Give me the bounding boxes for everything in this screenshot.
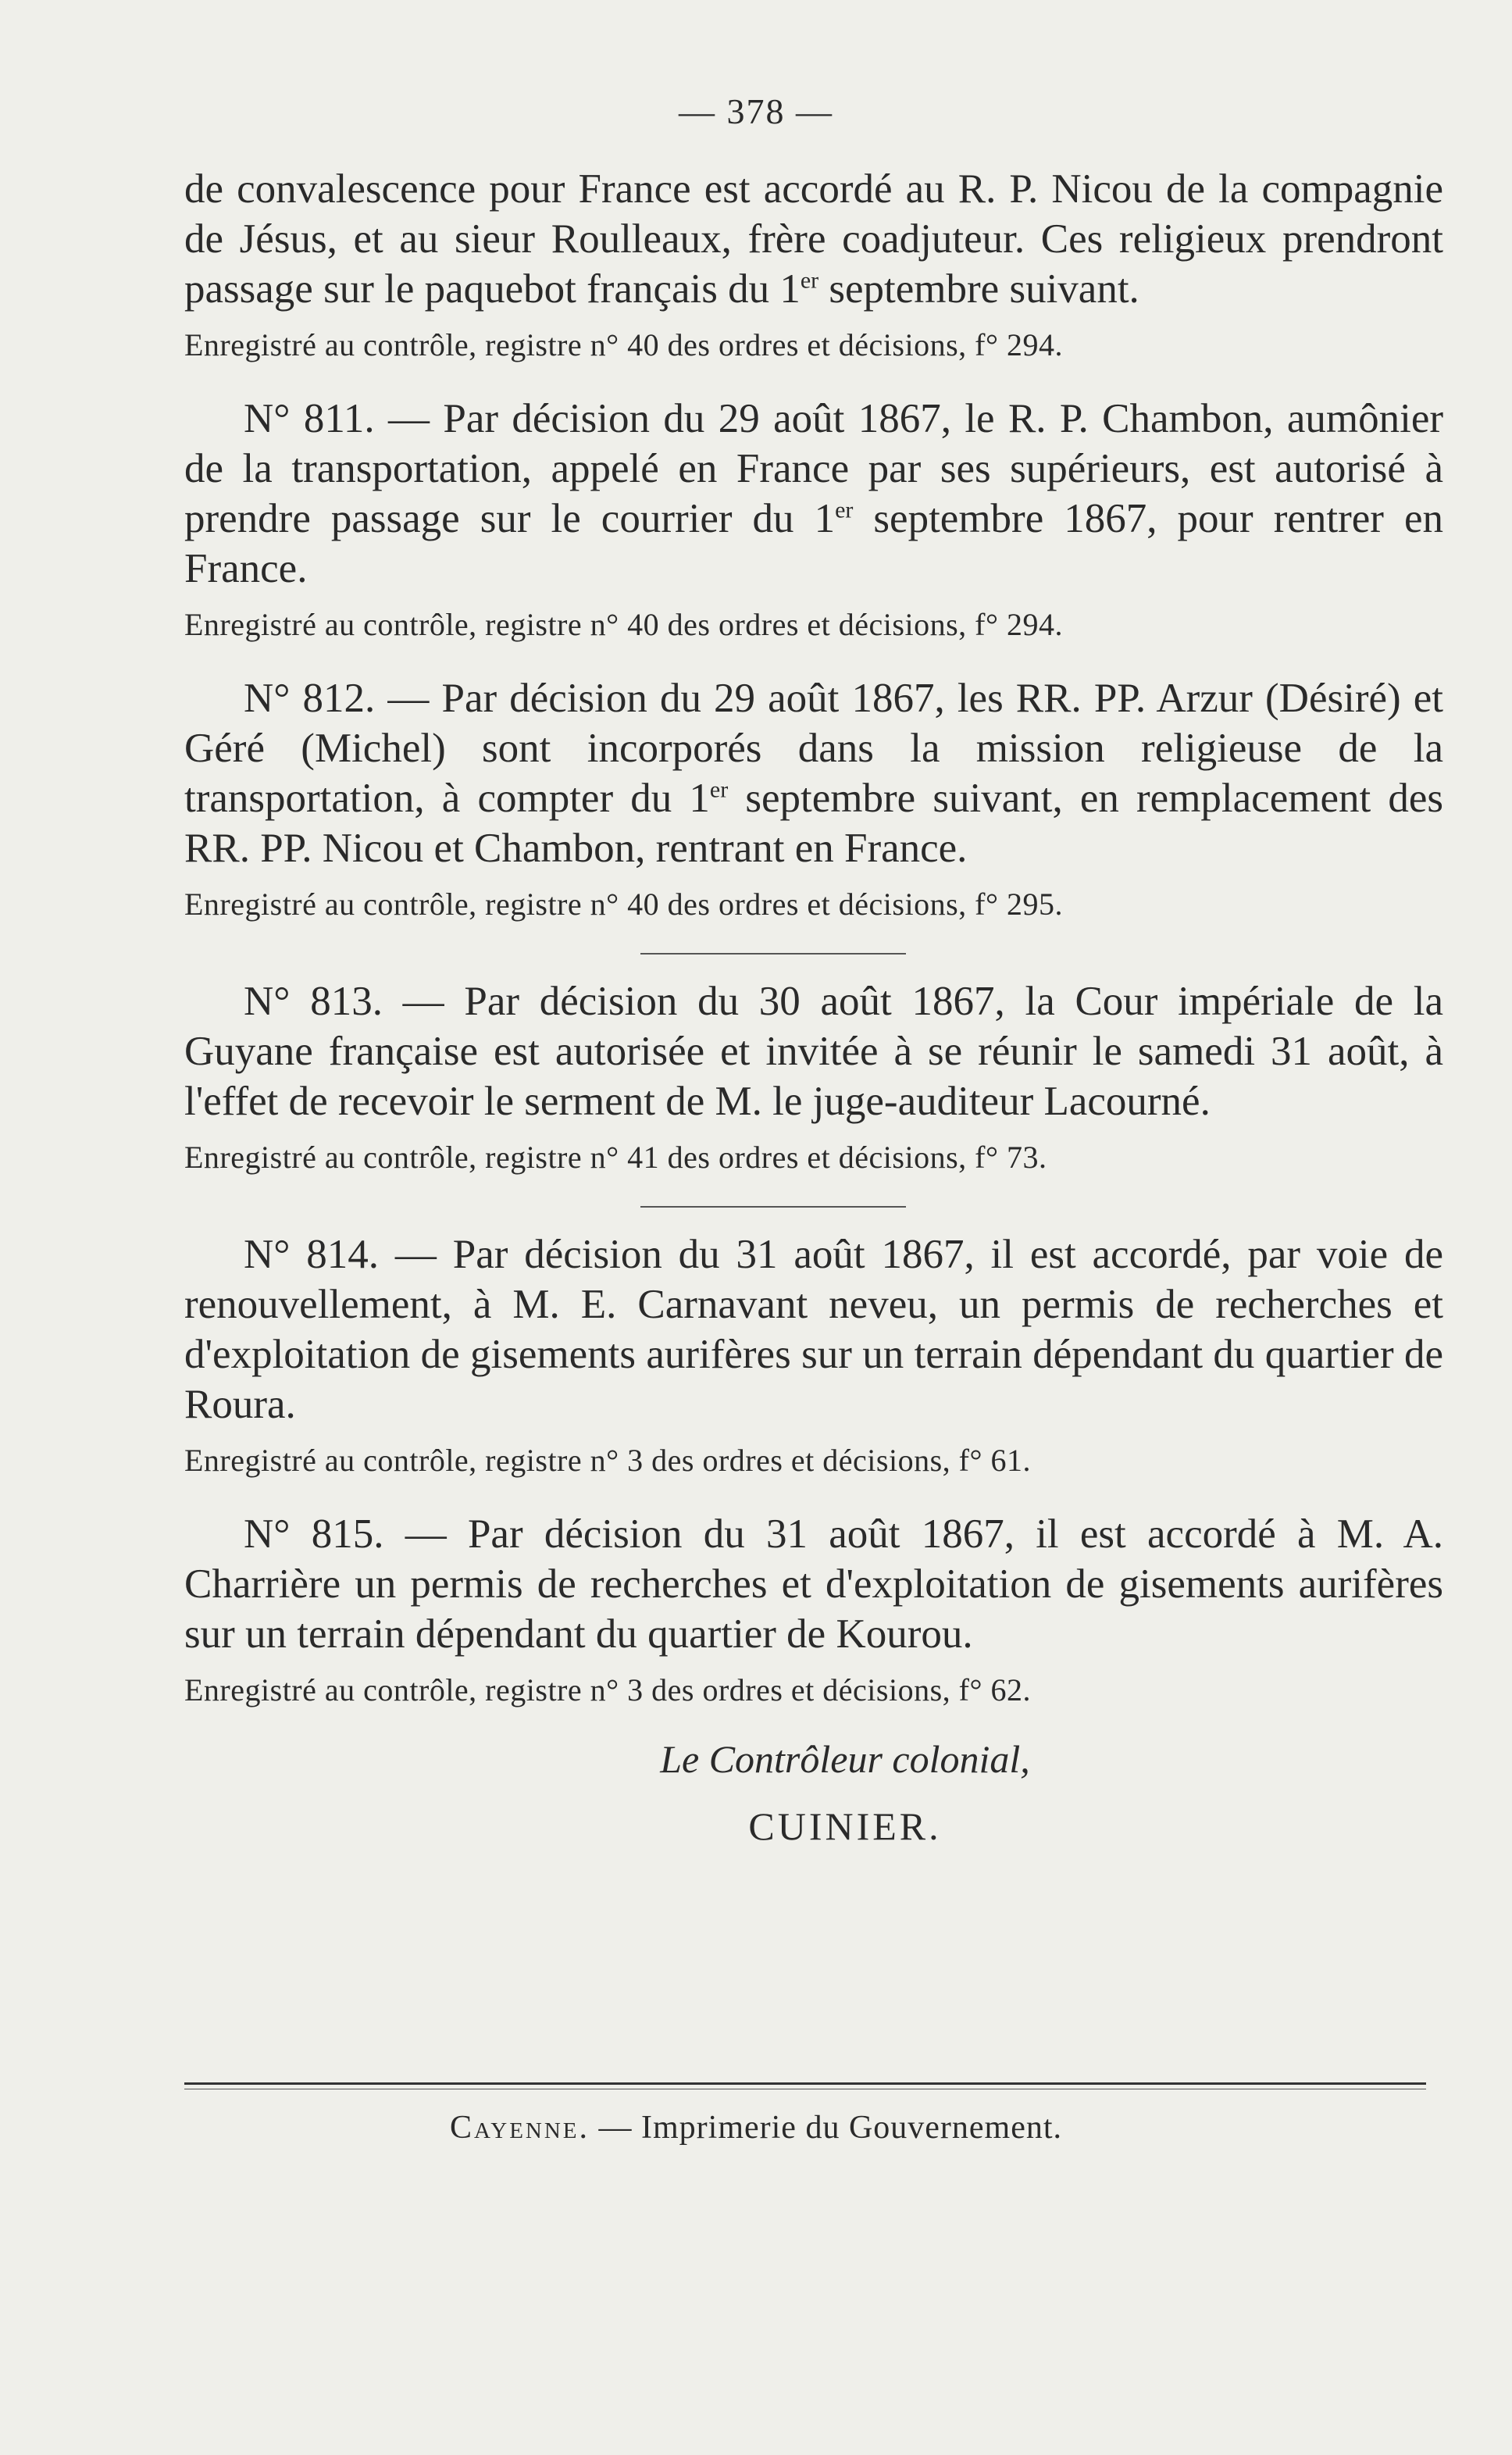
entry-text-end: septembre 1867, pour rentrer en France. — [184, 496, 1443, 591]
entry-text: N° 811. — Par décision du 29 août 1867, le R. P. Chambon, aumônier de la transportation, appelé en France par ses supérieurs, est autorisé à prendre passage sur le courrier du 1 — [184, 396, 1443, 541]
document-body — [184, 164, 1443, 1853]
spacer — [184, 366, 1443, 394]
registration-note: Enregistré au contrôle, registre n° 40 des ordres et décisions, f° 294. — [184, 327, 1063, 362]
signature-title: Le Contrôleur colonial, — [660, 1737, 1030, 1781]
page-number: — 378 — — [679, 91, 833, 131]
superscript: er — [709, 776, 729, 803]
separator-rule — [640, 953, 906, 955]
decision-entry-813 — [184, 976, 1443, 1126]
separator-rule — [640, 1206, 906, 1208]
registration-note: Enregistré au contrôle, registre n° 40 des ordres et décisions, f° 295. — [184, 887, 1063, 922]
entry-text: N° 814. — Par décision du 31 août 1867, il est accordé, par voie de renouvellement, à M. E. Carnavant neveu, un permis de recherches et d'exploitation de gisements aurifères sur un terrain dépendant du quartier de Roura. — [184, 1232, 1443, 1427]
intro-paragraph — [184, 164, 1443, 314]
decision-entry-812 — [184, 673, 1443, 873]
signature-name: CUINIER. — [748, 1804, 942, 1848]
registration-note: Enregistré au contrôle, registre n° 41 des ordres et décisions, f° 73. — [184, 1140, 1047, 1175]
decision-entry-811 — [184, 394, 1443, 594]
registration-note: Enregistré au contrôle, registre n° 40 des ordres et décisions, f° 294. — [184, 607, 1063, 642]
colophon-printer: — Imprimerie du Gouvernement. — [590, 2110, 1063, 2146]
spacer — [184, 1481, 1443, 1509]
colophon — [0, 2109, 1512, 2146]
entry-text-end: septembre suivant, en remplacement des RR. PP. Nicou et Chambon, rentrant en France. — [184, 776, 1443, 871]
superscript: er — [800, 267, 819, 294]
spacer — [184, 645, 1443, 673]
superscript: er — [835, 497, 854, 523]
footer-rule — [184, 2082, 1426, 2085]
intro-text: de convalescence pour France est accordé au R. P. Nicou de la compagnie de Jésus, et au sieur Roulleaux, frère coadjuteur. Ces religieux prendront passage sur le paquebot français du 1 — [184, 166, 1443, 312]
entry-text: N° 813. — Par décision du 30 août 1867, la Cour impériale de la Guyane française est autorisée et invitée à se réunir le samedi 31 août, à l'effet de recevoir le serment de M. le juge-auditeur Lacourné. — [184, 979, 1443, 1124]
intro-text-end: septembre suivant. — [818, 266, 1139, 312]
registration-note: Enregistré au contrôle, registre n° 3 des ordres et décisions, f° 62. — [184, 1672, 1031, 1707]
entry-text: N° 812. — Par décision du 29 août 1867, les RR. PP. Arzur (Désiré) et Géré (Michel) sont incorporés dans la mission religieuse de la transportation, à compter du 1 — [184, 676, 1443, 821]
entry-text: N° 815. — Par décision du 31 août 1867, il est accordé à M. A. Charrière un permis de recherches et d'exploitation de gisements aurifères sur un terrain dépendant du quartier de Kourou. — [184, 1511, 1443, 1657]
decision-entry-814 — [184, 1229, 1443, 1429]
colophon-place: Cayenne. — [449, 2110, 590, 2146]
decision-entry-815 — [184, 1509, 1443, 1659]
registration-note: Enregistré au contrôle, registre n° 3 des ordres et décisions, f° 61. — [184, 1443, 1031, 1478]
